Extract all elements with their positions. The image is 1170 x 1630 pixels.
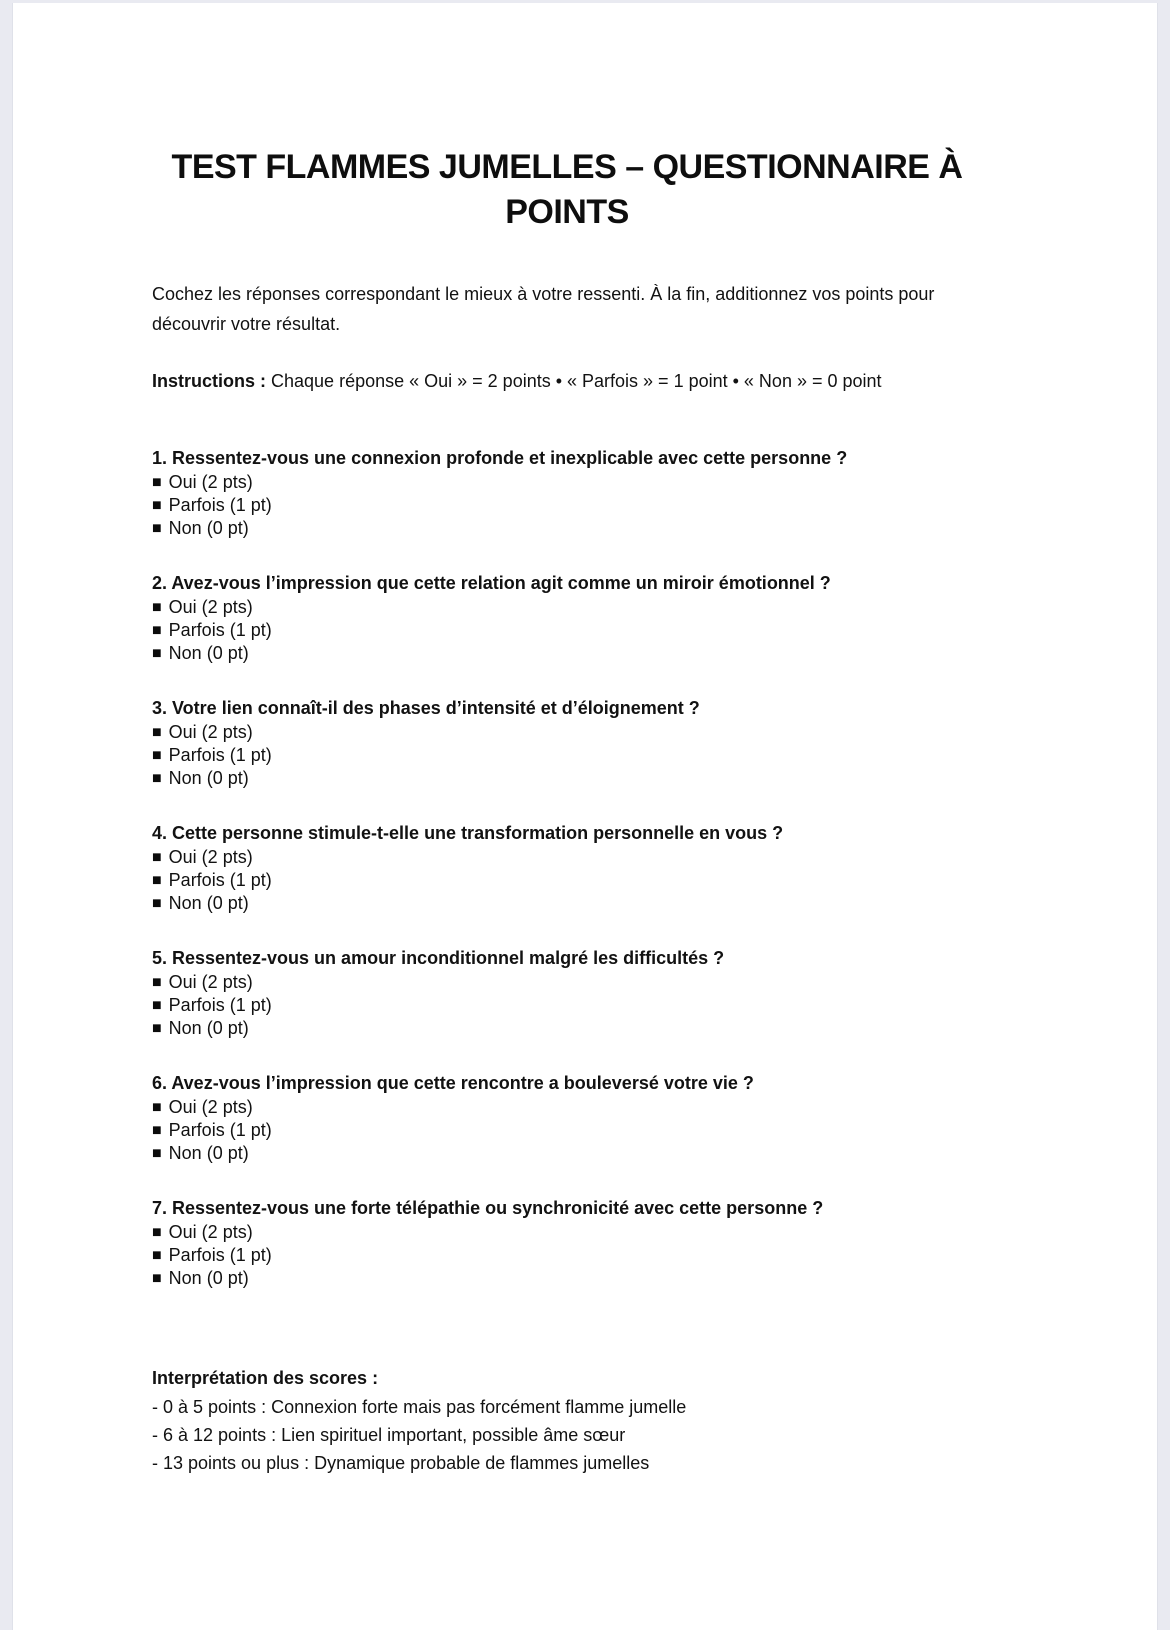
page-title-line2: POINTS: [505, 193, 629, 231]
intro-text: Cochez les réponses correspondant le mieux à votre ressenti. À la fin, additionnez vos points pour découvrir votre résultat.: [152, 284, 935, 334]
option-row: [152, 642, 982, 665]
checkbox-icon: ■: [152, 1246, 162, 1264]
option-label: Non (0 pt): [168, 643, 249, 663]
option-label: Parfois (1 pt): [168, 620, 272, 640]
checkbox-icon: ■: [152, 1269, 162, 1287]
checkbox-icon: ■: [152, 519, 162, 537]
question-block-1: [152, 446, 982, 540]
option-row: [152, 721, 982, 744]
option-row: [152, 494, 982, 517]
option-row: [152, 994, 982, 1017]
instructions: [152, 369, 982, 394]
question-label: 2. Avez-vous l’impression que cette relation agit comme un miroir émotionnel ?: [152, 573, 831, 593]
question-label: 7. Ressentez-vous une forte télépathie ou synchronicité avec cette personne ?: [152, 1198, 824, 1218]
question-block-3: [152, 696, 982, 790]
option-label: Non (0 pt): [168, 768, 249, 788]
option-label: Oui (2 pts): [168, 597, 253, 617]
option-row: [152, 744, 982, 767]
checkbox-icon: ■: [152, 621, 162, 639]
checkbox-icon: ■: [152, 1098, 162, 1116]
question-label: 4. Cette personne stimule-t-elle une transformation personnelle en vous ?: [152, 823, 784, 843]
interpretation-line: - 6 à 12 points : Lien spirituel important, possible âme sœur: [152, 1425, 626, 1445]
interpretation-line: - 0 à 5 points : Connexion forte mais pas forcément flamme jumelle: [152, 1397, 687, 1417]
checkbox-icon: ■: [152, 1223, 162, 1241]
option-label: Parfois (1 pt): [168, 1245, 272, 1265]
question-block-4: [152, 821, 982, 915]
checkbox-icon: ■: [152, 1121, 162, 1139]
option-label: Non (0 pt): [168, 518, 249, 538]
question-block-6: [152, 1071, 982, 1165]
option-label: Parfois (1 pt): [168, 1120, 272, 1140]
option-row: [152, 971, 982, 994]
option-row: [152, 1096, 982, 1119]
questions-list: [152, 446, 982, 1290]
question-block-2: [152, 571, 982, 665]
checkbox-icon: ■: [152, 723, 162, 741]
question-label: 1. Ressentez-vous une connexion profonde et inexplicable avec cette personne ?: [152, 448, 848, 468]
option-row: [152, 596, 982, 619]
checkbox-icon: ■: [152, 496, 162, 514]
option-label: Oui (2 pts): [168, 722, 253, 742]
option-row: [152, 767, 982, 790]
document-page: [12, 3, 1158, 1630]
option-label: Oui (2 pts): [168, 972, 253, 992]
option-row: [152, 619, 982, 642]
option-row: [152, 1142, 982, 1165]
option-label: Parfois (1 pt): [168, 745, 272, 765]
option-row: [152, 1017, 982, 1040]
option-label: Oui (2 pts): [168, 1222, 253, 1242]
interpretation-section: [152, 1364, 982, 1477]
question-block-7: [152, 1196, 982, 1290]
option-row: [152, 1221, 982, 1244]
question-label: 3. Votre lien connaît-il des phases d’intensité et d’éloignement ?: [152, 698, 700, 718]
page-title-line1: TEST FLAMMES JUMELLES – QUESTIONNAIRE À: [171, 148, 963, 186]
instructions-label: Instructions :: [152, 371, 267, 391]
option-row: [152, 869, 982, 892]
option-label: Non (0 pt): [168, 1143, 249, 1163]
checkbox-icon: ■: [152, 1144, 162, 1162]
checkbox-icon: ■: [152, 746, 162, 764]
checkbox-icon: ■: [152, 1019, 162, 1037]
option-label: Oui (2 pts): [168, 1097, 253, 1117]
option-row: [152, 892, 982, 915]
option-row: [152, 846, 982, 869]
checkbox-icon: ■: [152, 871, 162, 889]
checkbox-icon: ■: [152, 644, 162, 662]
option-label: Parfois (1 pt): [168, 495, 272, 515]
interpretation-heading: Interprétation des scores :: [152, 1368, 379, 1388]
option-label: Oui (2 pts): [168, 472, 253, 492]
checkbox-icon: ■: [152, 769, 162, 787]
option-row: [152, 1244, 982, 1267]
option-row: [152, 471, 982, 494]
option-row: [152, 1119, 982, 1142]
question-label: 6. Avez-vous l’impression que cette rencontre a bouleversé votre vie ?: [152, 1073, 754, 1093]
checkbox-icon: ■: [152, 848, 162, 866]
interpretation-line: - 13 points ou plus : Dynamique probable de flammes jumelles: [152, 1453, 650, 1473]
instructions-text: Chaque réponse « Oui » = 2 points • « Parfois » = 1 point • « Non » = 0 point: [271, 371, 882, 391]
checkbox-icon: ■: [152, 473, 162, 491]
option-label: Non (0 pt): [168, 1018, 249, 1038]
option-row: [152, 517, 982, 540]
checkbox-icon: ■: [152, 598, 162, 616]
option-label: Non (0 pt): [168, 893, 249, 913]
option-label: Non (0 pt): [168, 1268, 249, 1288]
question-block-5: [152, 946, 982, 1040]
checkbox-icon: ■: [152, 996, 162, 1014]
page-content: [152, 3, 982, 1477]
page-title: [152, 145, 982, 235]
checkbox-icon: ■: [152, 894, 162, 912]
option-label: Parfois (1 pt): [168, 995, 272, 1015]
question-label: 5. Ressentez-vous un amour inconditionnel malgré les difficultés ?: [152, 948, 725, 968]
option-label: Oui (2 pts): [168, 847, 253, 867]
checkbox-icon: ■: [152, 973, 162, 991]
option-row: [152, 1267, 982, 1290]
option-label: Parfois (1 pt): [168, 870, 272, 890]
